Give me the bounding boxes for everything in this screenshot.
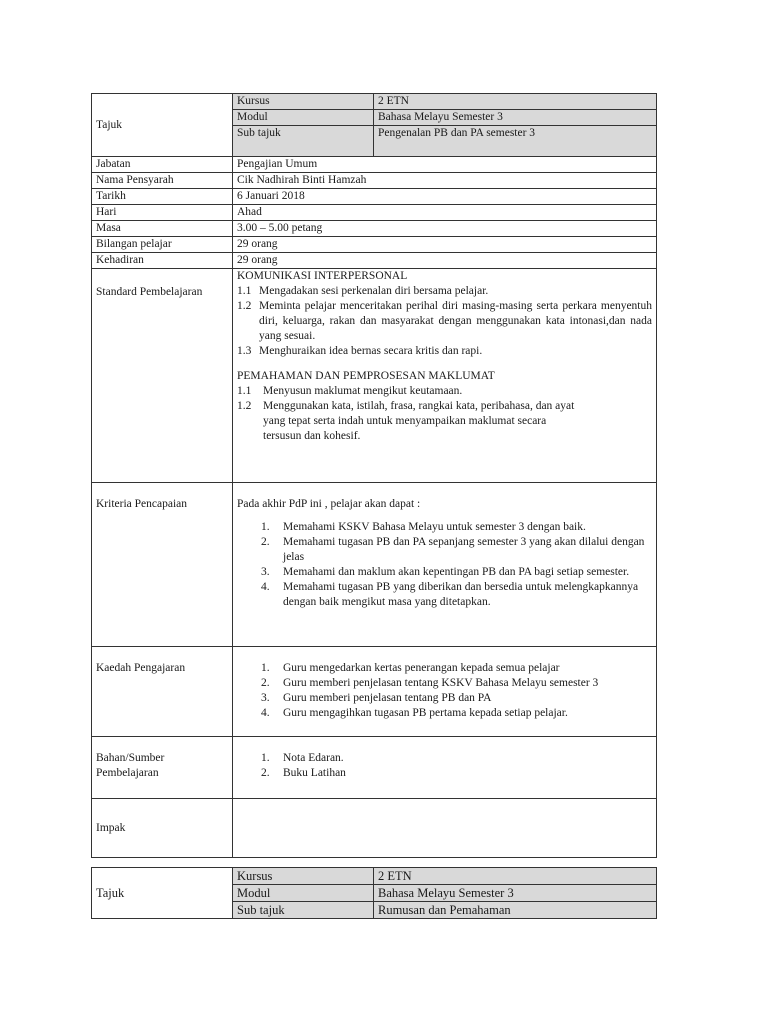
impak-content — [233, 799, 657, 858]
info-label: Kehadiran — [92, 253, 233, 269]
item-text: Buku Latihan — [283, 767, 346, 779]
list-item — [237, 384, 652, 399]
kaedah-content — [233, 647, 657, 737]
item-text: Mengadakan sesi perkenalan diri bersama pelajar. — [259, 285, 489, 297]
list-item — [237, 344, 652, 359]
item-number: 2. — [261, 677, 270, 689]
kriteria-content — [233, 483, 657, 647]
item-number: 4. — [261, 707, 270, 719]
info-label: Nama Pensyarah — [92, 173, 233, 189]
item-number: 3. — [261, 566, 270, 578]
info-label: Masa — [92, 221, 233, 237]
item-text: Memahami KSKV Bahasa Melayu untuk semester 3 dengan baik. — [283, 521, 586, 533]
kriteria-label: Kriteria Pencapaian — [92, 483, 233, 647]
modul-value: Bahasa Melayu Semester 3 — [374, 110, 657, 126]
info-label: Jabatan — [92, 157, 233, 173]
modul-value: Bahasa Melayu Semester 3 — [374, 885, 657, 902]
impak-label: Impak — [92, 799, 233, 858]
info-value: 6 Januari 2018 — [233, 189, 657, 205]
subtajuk-value: Rumusan dan Pemahaman — [374, 902, 657, 919]
tajuk-label: Tajuk — [92, 868, 233, 919]
item-text: Menghuraikan idea bernas secara kritis dan rapi. — [259, 345, 483, 357]
item-text: Guru memberi penjelasan tentang KSKV Bahasa Melayu semester 3 — [283, 677, 599, 689]
list-item — [261, 676, 652, 691]
list-item — [261, 535, 646, 565]
list-item — [237, 399, 652, 444]
item-text: Meminta pelajar menceritakan perihal diri masing-masing serta perkara menyentuh diri, keluarga, rakan dan masyarakat dengan menggunakan kata intonasi,dan nada yang sesuai. — [259, 300, 652, 342]
item-number: 1.2 — [237, 300, 252, 312]
item-number: 4. — [261, 581, 270, 593]
list-item — [261, 520, 646, 535]
list-item — [261, 580, 646, 610]
list-item — [261, 706, 652, 721]
section-title: PEMAHAMAN DAN PEMPROSESAN MAKLUMAT — [237, 370, 495, 382]
item-text: Menggunakan kata, istilah, frasa, rangkai kata, peribahasa, dan ayat yang tepat serta indah untuk menyampaikan maklumat secara tersusun dan kohesif. — [263, 400, 575, 442]
list-item — [261, 766, 652, 781]
item-text: Nota Edaran. — [283, 752, 344, 764]
list-item — [261, 661, 652, 676]
info-value: 3.00 – 5.00 petang — [233, 221, 657, 237]
lesson-plan-table — [91, 93, 657, 858]
item-number: 1. — [261, 752, 270, 764]
info-value: Ahad — [233, 205, 657, 221]
info-value: Pengajian Umum — [233, 157, 657, 173]
item-number: 1.1 — [237, 285, 252, 297]
item-text: Guru mengedarkan kertas penerangan kepada semua pelajar — [283, 662, 560, 674]
bahan-content — [233, 737, 657, 799]
item-text: Memahami tugasan PB yang diberikan dan bersedia untuk melengkapkannya dengan baik mengikut masa yang ditetapkan. — [283, 581, 639, 608]
standard-content — [233, 269, 657, 483]
item-number: 1. — [261, 521, 270, 533]
item-number: 3. — [261, 692, 270, 704]
item-number: 1.2 — [237, 400, 252, 412]
section-title: KOMUNIKASI INTERPERSONAL — [237, 270, 408, 282]
subtajuk-value: Pengenalan PB dan PA semester 3 — [374, 126, 657, 157]
kriteria-intro: Pada akhir PdP ini , pelajar akan dapat : — [237, 498, 421, 510]
item-number: 1.3 — [237, 345, 252, 357]
item-text: Guru memberi penjelasan tentang PB dan PA — [283, 692, 492, 704]
list-item — [261, 565, 646, 580]
item-text: Guru mengagihkan tugasan PB pertama kepada setiap pelajar. — [283, 707, 568, 719]
kursus-label: Kursus — [233, 868, 374, 885]
info-label: Hari — [92, 205, 233, 221]
item-number: 2. — [261, 536, 270, 548]
item-text: Menyusun maklumat mengikut keutamaan. — [263, 385, 463, 397]
list-item — [237, 299, 652, 344]
next-lesson-header-table — [91, 867, 657, 919]
kursus-label: Kursus — [233, 94, 374, 110]
info-value: 29 orang — [233, 253, 657, 269]
modul-label: Modul — [233, 110, 374, 126]
subtajuk-label: Sub tajuk — [233, 126, 374, 157]
info-value: 29 orang — [233, 237, 657, 253]
tajuk-label: Tajuk — [92, 94, 233, 157]
kursus-value: 2 ETN — [374, 868, 657, 885]
kaedah-label: Kaedah Pengajaran — [92, 647, 233, 737]
bahan-label-line1: Bahan/Sumber — [96, 752, 165, 764]
info-label: Bilangan pelajar — [92, 237, 233, 253]
bahan-label — [92, 737, 233, 799]
info-label: Tarikh — [92, 189, 233, 205]
subtajuk-label: Sub tajuk — [233, 902, 374, 919]
list-item — [261, 751, 652, 766]
item-number: 1.1 — [237, 385, 252, 397]
standard-label: Standard Pembelajaran — [92, 269, 233, 483]
kursus-value: 2 ETN — [374, 94, 657, 110]
item-number: 1. — [261, 662, 270, 674]
item-text: Memahami tugasan PB dan PA sepanjang semester 3 yang akan dilalui dengan jelas — [283, 536, 645, 563]
bahan-label-line2: Pembelajaran — [96, 767, 159, 779]
info-value: Cik Nadhirah Binti Hamzah — [233, 173, 657, 189]
modul-label: Modul — [233, 885, 374, 902]
item-text: Memahami dan maklum akan kepentingan PB dan PA bagi setiap semester. — [283, 566, 630, 578]
list-item — [237, 284, 652, 299]
list-item — [261, 691, 652, 706]
item-number: 2. — [261, 767, 270, 779]
